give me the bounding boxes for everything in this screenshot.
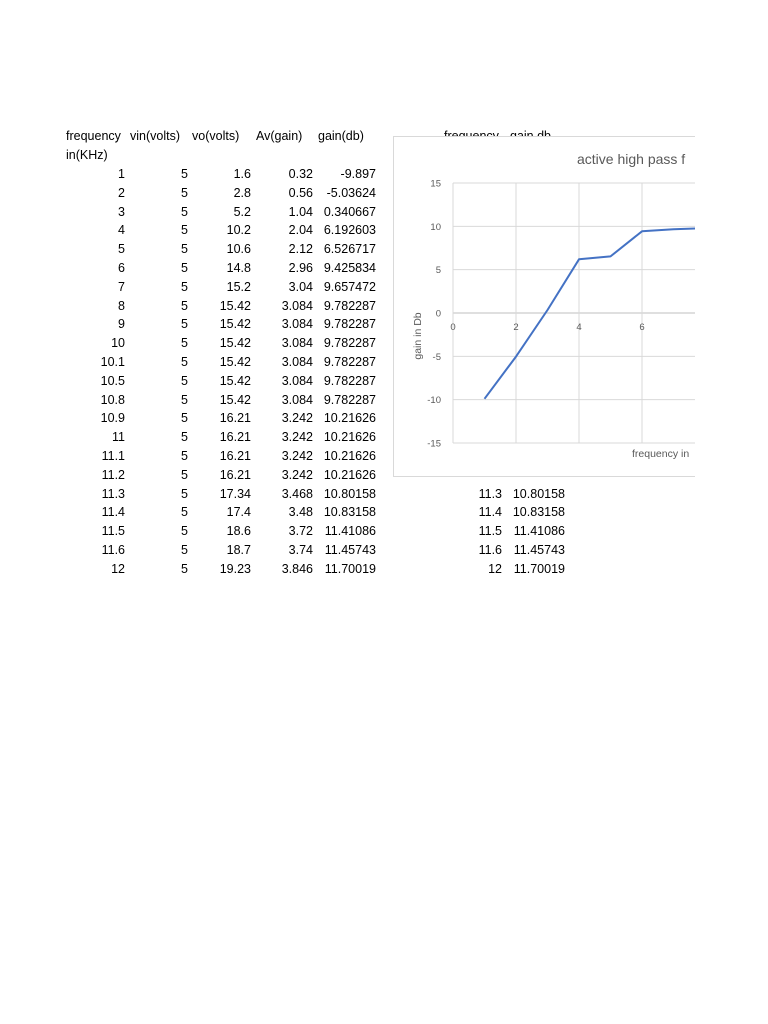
side-gain-cell[interactable]: 10.83158: [512, 505, 565, 520]
y-tick-label: -5: [432, 351, 441, 363]
vin-cell[interactable]: 5: [181, 298, 188, 313]
av-cell[interactable]: 0.56: [288, 185, 313, 200]
vin-cell[interactable]: 5: [181, 430, 188, 445]
y-tick-label: -10: [427, 395, 441, 407]
gain-db-cell[interactable]: 10.80158: [323, 486, 376, 501]
av-cell[interactable]: 3.242: [281, 449, 313, 463]
vin-cell[interactable]: 5: [181, 336, 188, 351]
frequency-cell[interactable]: 4: [118, 223, 125, 238]
gain-db-cell[interactable]: 10.83158: [323, 505, 376, 520]
gain-db-cell[interactable]: 6.192603: [323, 223, 376, 238]
vo-cell[interactable]: 16.21: [219, 411, 251, 426]
vo-cell[interactable]: 1.6: [233, 167, 251, 181]
side-gain-cell[interactable]: 11.70019: [513, 561, 565, 576]
frequency-cell[interactable]: 11.2: [101, 467, 125, 482]
vo-cell[interactable]: 18.7: [226, 543, 251, 557]
gain-db-cell[interactable]: 11.45743: [324, 543, 376, 557]
vo-cell[interactable]: 15.42: [219, 336, 251, 351]
col-header-gain-db[interactable]: gain(db): [318, 129, 364, 143]
y-axis-label: gain in Db: [412, 312, 424, 360]
side-frequency-cell[interactable]: 11.4: [478, 505, 502, 520]
vo-cell[interactable]: 16.21: [219, 430, 251, 445]
av-cell[interactable]: 2.12: [288, 242, 313, 257]
av-cell[interactable]: 3.084: [281, 355, 313, 369]
av-cell[interactable]: 3.04: [288, 279, 313, 294]
av-cell[interactable]: 3.084: [281, 298, 313, 313]
vo-cell[interactable]: 17.34: [219, 486, 251, 501]
frequency-cell[interactable]: 12: [111, 561, 125, 576]
vo-cell[interactable]: 15.42: [219, 355, 251, 369]
vin-cell[interactable]: 5: [181, 261, 188, 275]
av-cell[interactable]: 3.084: [281, 336, 313, 351]
av-cell[interactable]: 0.32: [288, 167, 313, 181]
gain-db-cell[interactable]: 10.21626: [323, 430, 376, 445]
gain-db-cell[interactable]: 6.526717: [323, 242, 376, 257]
frequency-cell[interactable]: 11.4: [101, 505, 125, 520]
vin-cell[interactable]: 5: [181, 185, 188, 200]
av-cell[interactable]: 3.468: [281, 486, 313, 501]
vin-cell[interactable]: 5: [181, 223, 188, 238]
side-frequency-cell[interactable]: 12: [488, 561, 502, 576]
col-header-vo[interactable]: vo(volts): [192, 129, 240, 143]
vo-cell[interactable]: 15.42: [219, 373, 251, 388]
av-cell[interactable]: 3.084: [281, 392, 313, 407]
vo-cell[interactable]: 15.2: [226, 279, 251, 294]
vo-cell[interactable]: 19.23: [219, 561, 251, 576]
x-tick-label: 6: [639, 322, 645, 333]
line-chart: [393, 120, 695, 478]
col-header-av[interactable]: Av(gain): [256, 129, 303, 143]
frequency-cell[interactable]: 11.5: [101, 524, 125, 539]
vin-cell[interactable]: 5: [181, 317, 188, 332]
av-cell[interactable]: 1.04: [288, 204, 313, 219]
gain-db-cell[interactable]: -5.03624: [326, 185, 376, 200]
vin-cell[interactable]: 5: [181, 373, 188, 388]
vin-cell[interactable]: 5: [181, 561, 188, 576]
gain-db-cell[interactable]: 10.21626: [323, 467, 376, 482]
vo-cell[interactable]: 15.42: [219, 298, 251, 313]
vin-cell[interactable]: 5: [181, 411, 188, 426]
frequency-cell[interactable]: 10: [111, 336, 125, 351]
vo-cell[interactable]: 2.8: [233, 185, 251, 200]
vo-cell[interactable]: 17.4: [226, 505, 251, 520]
vin-cell[interactable]: 5: [181, 449, 188, 463]
vin-cell[interactable]: 5: [181, 486, 188, 501]
chart-title: active high pass f: [577, 151, 686, 167]
y-tick-label: 0: [435, 308, 441, 320]
gain-db-cell[interactable]: 9.782287: [323, 373, 376, 388]
av-cell[interactable]: 3.084: [281, 373, 313, 388]
y-tick-label: 5: [435, 265, 441, 277]
vo-cell[interactable]: 10.6: [226, 242, 251, 257]
av-cell[interactable]: 3.242: [281, 411, 313, 426]
frequency-cell[interactable]: 5: [118, 242, 125, 257]
frequency-cell[interactable]: 10.9: [100, 411, 125, 426]
col-header-frequency[interactable]: frequency: [66, 129, 121, 143]
y-tick-label: 10: [430, 221, 441, 233]
vin-cell[interactable]: 5: [181, 543, 188, 557]
vin-cell[interactable]: 5: [181, 392, 188, 407]
vin-cell[interactable]: 5: [181, 505, 188, 520]
vin-cell[interactable]: 5: [181, 524, 188, 539]
vo-cell[interactable]: 15.42: [219, 392, 251, 407]
frequency-cell[interactable]: 3: [118, 204, 125, 219]
gain-db-cell[interactable]: 9.782287: [323, 392, 376, 407]
vin-cell[interactable]: 5: [181, 204, 188, 219]
x-axis-label: frequency in: [632, 448, 690, 460]
y-tick-label: -15: [427, 438, 441, 450]
frequency-cell[interactable]: 10.5: [100, 373, 125, 388]
vin-cell[interactable]: 5: [181, 167, 188, 181]
side-gain-cell[interactable]: 10.80158: [512, 486, 565, 501]
side-frequency-cell[interactable]: 11.3: [478, 486, 502, 501]
av-cell[interactable]: 2.04: [288, 223, 313, 238]
side-gain-cell[interactable]: 11.41086: [513, 524, 565, 539]
frequency-cell[interactable]: 6: [118, 261, 125, 275]
x-tick-label: 2: [513, 322, 519, 333]
vo-cell[interactable]: 14.8: [226, 261, 251, 275]
gain-db-cell[interactable]: 9.782287: [323, 298, 376, 313]
x-tick-label: 0: [450, 322, 456, 333]
av-cell[interactable]: 3.084: [281, 317, 313, 332]
gain-db-cell[interactable]: 9.425834: [323, 261, 376, 275]
frequency-cell[interactable]: 11: [112, 430, 125, 445]
av-cell[interactable]: 3.242: [281, 430, 313, 445]
av-cell[interactable]: 3.846: [281, 561, 313, 576]
frequency-cell[interactable]: 9: [118, 317, 125, 332]
vo-cell[interactable]: 16.21: [219, 467, 251, 482]
frequency-cell[interactable]: 2: [118, 185, 125, 200]
gain-db-cell[interactable]: 9.782287: [323, 336, 376, 351]
vo-cell[interactable]: 15.42: [219, 317, 251, 332]
col-header-vin[interactable]: vin(volts): [130, 129, 181, 143]
frequency-cell[interactable]: 10.1: [100, 355, 125, 369]
gain-db-cell[interactable]: 11.41086: [324, 524, 376, 539]
frequency-cell[interactable]: 10.8: [100, 392, 125, 407]
vo-cell[interactable]: 5.2: [233, 204, 251, 219]
vin-cell[interactable]: 5: [181, 467, 188, 482]
side-gain-cell[interactable]: 11.45743: [513, 543, 565, 557]
col-header-frequency-unit[interactable]: in(KHz): [66, 148, 108, 162]
av-cell[interactable]: 2.96: [288, 261, 313, 275]
gain-db-cell[interactable]: 9.782287: [323, 317, 376, 332]
frequency-cell[interactable]: 11.1: [101, 449, 125, 463]
vo-cell[interactable]: 16.21: [219, 449, 251, 463]
av-cell[interactable]: 3.74: [288, 543, 313, 557]
vin-cell[interactable]: 5: [181, 242, 188, 257]
side-frequency-cell[interactable]: 11.5: [478, 524, 502, 539]
frequency-cell[interactable]: 11.6: [101, 543, 125, 557]
x-tick-label: 4: [576, 322, 582, 333]
gain-db-cell[interactable]: 9.782287: [323, 355, 376, 369]
frequency-cell[interactable]: 1: [118, 167, 125, 181]
frequency-cell[interactable]: 11.3: [101, 486, 125, 501]
frequency-cell[interactable]: 8: [118, 298, 125, 313]
frequency-cell[interactable]: 7: [118, 279, 125, 294]
vin-cell[interactable]: 5: [181, 355, 188, 369]
gain-db-cell[interactable]: -9.897: [340, 167, 376, 181]
gain-db-cell[interactable]: 10.21626: [323, 411, 376, 426]
vin-cell[interactable]: 5: [181, 279, 188, 294]
gain-db-cell[interactable]: 10.21626: [323, 449, 376, 463]
y-tick-label: 15: [430, 178, 441, 190]
vo-cell[interactable]: 18.6: [226, 524, 251, 539]
av-cell[interactable]: 3.48: [288, 505, 313, 520]
gain-db-cell[interactable]: 9.657472: [323, 279, 376, 294]
gain-db-cell[interactable]: 0.340667: [323, 204, 376, 219]
av-cell[interactable]: 3.242: [281, 467, 313, 482]
gain-db-cell[interactable]: 11.70019: [324, 561, 376, 576]
vo-cell[interactable]: 10.2: [226, 223, 251, 238]
av-cell[interactable]: 3.72: [288, 524, 313, 539]
chart-area[interactable]: [393, 120, 695, 478]
side-frequency-cell[interactable]: 11.6: [478, 543, 502, 557]
